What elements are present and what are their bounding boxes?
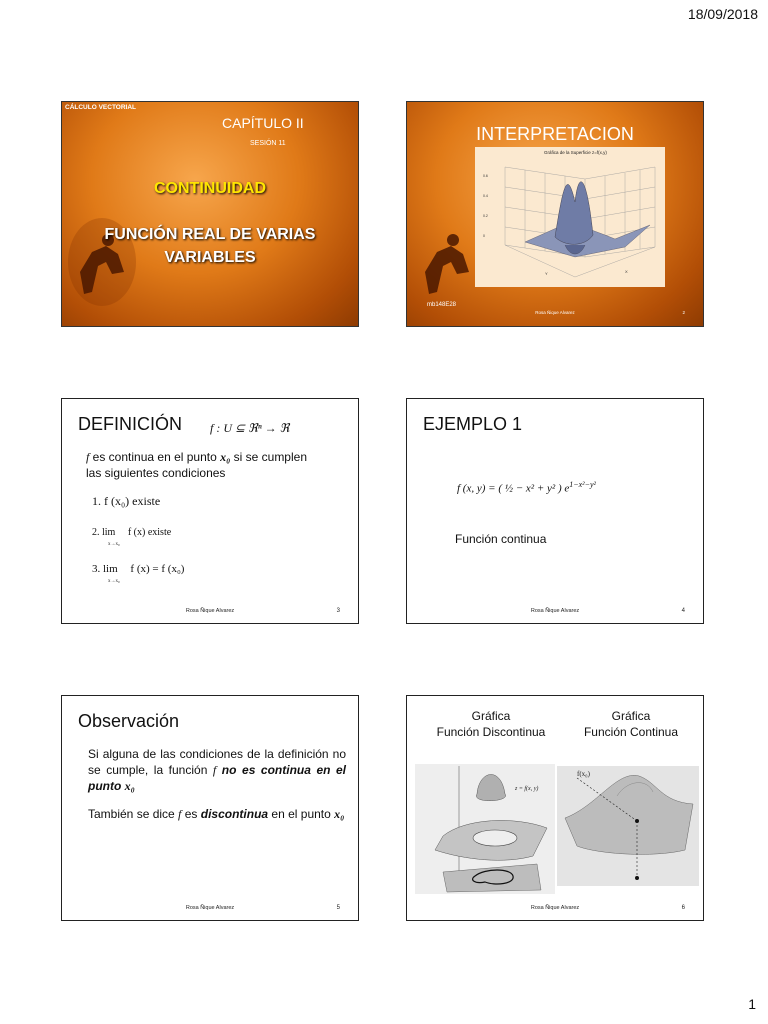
slide-number: 4: [681, 608, 685, 614]
slide-title: Observación: [78, 711, 180, 731]
condition-3: [92, 561, 185, 584]
continuous-function-graphic: [557, 766, 699, 886]
x0-symbol: x₀: [124, 779, 135, 793]
emphasis-text: discontinua: [200, 807, 269, 821]
condition-2-text: f (x) existe: [127, 527, 172, 538]
slide-number: 3: [336, 608, 340, 614]
slide-code: mb148E28: [427, 302, 457, 308]
right-heading-line-2: Función Continua: [583, 725, 679, 739]
discontinuous-function-graphic: [415, 764, 555, 894]
svg-text:0: 0: [483, 234, 485, 238]
subtitle-line-1: FUNCIÓN REAL DE VARIAS: [104, 226, 316, 243]
slide-number: 2: [682, 310, 685, 315]
f-symbol: f: [86, 450, 90, 464]
topic-title: CONTINUIDAD: [154, 180, 266, 197]
function-signature: f : U ⊆ ℜⁿ → ℜ: [210, 421, 290, 435]
slide-footer: Rosa Ñique Alvarez: [185, 905, 235, 911]
f-symbol: f: [212, 763, 217, 777]
point-label: f(x₀): [577, 770, 590, 778]
example-note: Función continua: [455, 532, 547, 546]
intro-line-2: las siguientes condiciones: [86, 466, 226, 480]
limit-operator: 2. lim: [92, 527, 116, 538]
left-heading-line-2: Función Discontinua: [436, 725, 546, 739]
page-number: 1: [748, 996, 756, 1012]
x0-symbol: x₀: [220, 450, 231, 464]
slide-1: [61, 101, 359, 327]
formula-exponent: 1−x²−y²: [569, 480, 596, 489]
chapter-title: CAPÍTULO II: [222, 115, 304, 131]
axis-y-label: Y: [545, 271, 548, 276]
f-symbol: f: [178, 807, 182, 821]
example-formula: [457, 477, 596, 497]
condition-2: [92, 525, 172, 547]
condition-3-text: f (x) = f (x₀): [130, 563, 185, 575]
emphasis-text: no es continua en el punto: [88, 763, 347, 793]
intro-text-end: si se cumplen: [230, 450, 307, 464]
right-heading: [567, 708, 695, 740]
slide-3: [61, 398, 359, 624]
slide-6: [406, 695, 704, 921]
observation-paragraph-1: [88, 746, 346, 794]
intro-text: es continua en el punto: [89, 450, 221, 464]
surface-plot: [475, 147, 665, 287]
slide-footer: Rosa Ñique Alvarez: [530, 905, 580, 911]
limit-subscript: x→x₀: [108, 579, 120, 584]
paragraph-text: en el punto: [268, 807, 335, 821]
slide-subtitle: [62, 223, 358, 269]
limit-subscript: x→x₀: [108, 542, 120, 547]
paragraph-text: Si alguna de las condiciones de la definición no se cumple, la función: [88, 747, 346, 777]
course-label: CÁLCULO VECTORIAL: [65, 104, 137, 111]
surface-plot-graphic: [475, 147, 665, 287]
subtitle-line-2: VARIABLES: [164, 249, 256, 266]
paragraph-text: es: [181, 807, 201, 821]
slide-title: EJEMPLO 1: [423, 414, 523, 434]
slide-2: [406, 101, 704, 327]
slide-footer: Rosa Ñique Alvarez: [185, 608, 235, 614]
header-date: 18/09/2018: [687, 6, 758, 22]
slide-title: DEFINICIÓN: [78, 414, 183, 434]
left-heading-line-1: Gráfica: [471, 709, 511, 723]
definition-intro: [86, 449, 307, 481]
svg-text:0.2: 0.2: [483, 214, 488, 218]
slide-5: [61, 695, 359, 921]
observation-paragraph-2: [88, 806, 346, 822]
surface-label: z = f(x, y): [515, 786, 539, 792]
paragraph-text: También se dice: [88, 807, 179, 821]
x0-symbol: x₀: [334, 807, 345, 821]
slide-number: 6: [681, 905, 685, 911]
limit-operator: 3. lim: [92, 563, 118, 575]
slide-title: INTERPRETACION: [476, 124, 634, 144]
slide-footer: Rosa Ñique Alvarez: [535, 310, 575, 315]
plot-caption: Gráfica de la Superficie z=f(x,y): [544, 150, 607, 155]
right-heading-line-1: Gráfica: [611, 709, 651, 723]
svg-text:0.6: 0.6: [483, 174, 488, 178]
slide-4: [406, 398, 704, 624]
session-label: SESIÓN 11: [250, 140, 286, 147]
slide-number: 5: [336, 905, 340, 911]
slide-footer: Rosa Ñique Alvarez: [530, 608, 580, 614]
svg-text:0.4: 0.4: [483, 194, 488, 198]
formula-main: f (x, y) = ( ½ − x² + y² ) e: [457, 482, 570, 495]
condition-1: 1. f (x₀) existe: [92, 494, 161, 508]
axis-x-label: X: [625, 269, 628, 274]
left-heading: [421, 708, 561, 740]
